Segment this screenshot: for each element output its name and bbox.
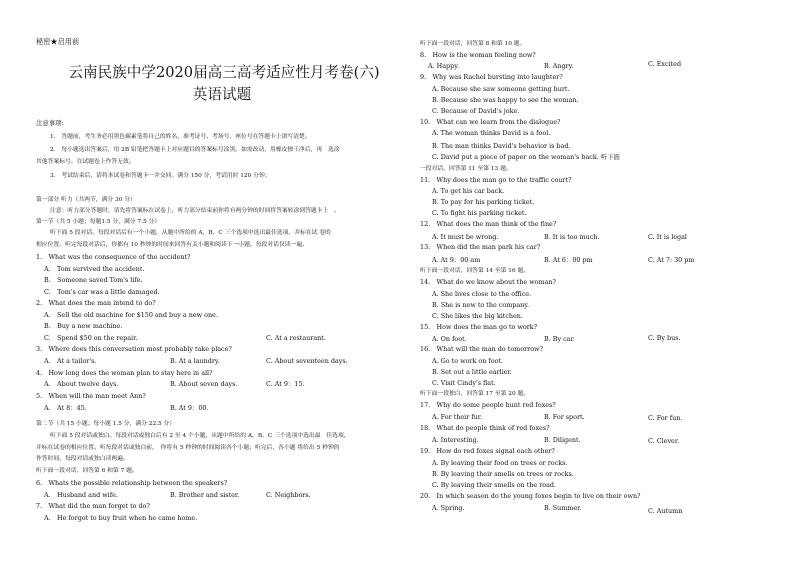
option: B. Diligent. <box>544 436 581 444</box>
question-12: 12. What does the man think of the fine? <box>420 220 557 228</box>
option: B. Set out a little earlier. <box>432 368 512 376</box>
option: B. To pay for his parking ticket. <box>432 198 535 206</box>
question-20: 20. In which season do the young foxes begin to live on their own? <box>420 492 641 500</box>
part-heading: 第一部分 听力（共两节，满分 30 分） <box>36 197 136 203</box>
option: A. Interesting. <box>432 436 479 444</box>
question-13: 13. When did the man park his car? <box>420 243 541 251</box>
passage-instruction: 听下面一段对话，回答第 6 和第 7 题。 <box>36 468 138 474</box>
option: A. Sell the old machine for $150 and buy a new one. <box>44 311 218 319</box>
note-item: 1. 答题前，考生务必用黑色碳素笔将自己的姓名、准考证号、考场号、座位号在答题卡上填写清楚。 <box>50 134 311 140</box>
option: B. Summer. <box>544 504 582 512</box>
option: C. Neighbors. <box>266 491 311 499</box>
option: C. About seventeen days. <box>266 357 348 365</box>
option: B. She is new to the company. <box>432 301 530 309</box>
passage-instruction: 听下面一段对话，回答第 14 至第 16 题。 <box>420 268 530 274</box>
option: B. By leaving their smells on trees or rocks. <box>432 470 574 478</box>
option: C. By leaving their smells on the road. <box>432 481 557 489</box>
option: B. At 9：00. <box>170 404 209 412</box>
option: C. She likes the big kitchen. <box>432 312 523 320</box>
option: B. Because she was happy to see the woman. <box>432 96 579 104</box>
option: A. She lives close to the office. <box>432 290 532 298</box>
option: A. For their fur. <box>432 413 483 421</box>
exam-title: 云南民族中学2020届高三高考适应性月考卷(六) <box>68 64 380 81</box>
option: C. David put a piece of paper on the woman's back. 听下面 <box>432 153 620 161</box>
option: B. The man thinks David's behavior is bad. <box>432 142 571 150</box>
note-item: 2. 每小题选出答案后，用 2B 铅笔把答题卡上对应题目的答案标号涂黑。如需改动，用橡皮擦干净后，再 选涂 <box>50 147 340 153</box>
option: B. Brother and sister. <box>170 491 240 499</box>
question-11: 11. Why does the man go to the traffic court? <box>420 176 572 184</box>
option: A. Because she saw someone getting hurt. <box>432 85 570 93</box>
question-7: 7. What did the man forget to do? <box>36 502 150 510</box>
option: A. Happy. <box>428 62 460 70</box>
option: C. At 9：15. <box>266 380 305 388</box>
passage-instruction: 听下面一段对话，回答第 8 和第 10 题。 <box>420 41 526 47</box>
option: B. For sport. <box>544 413 585 421</box>
question-10: 10. What can we learn from the dialogue? <box>420 118 561 126</box>
option: B. At a laundry. <box>170 357 220 365</box>
section-instructions: 相应位置。听完每段对话后，你都有 10 秒钟的时间来回答有关小题和阅读下一小题。每段对话仅读一遍。 <box>36 242 308 248</box>
option: C. To fight his parking ticket. <box>432 209 527 217</box>
question-15: 15. How does the man go to work? <box>420 323 538 331</box>
option: A. Go to work on foot. <box>432 357 504 365</box>
option: C. Spend $50 on the repair. <box>44 334 138 342</box>
option: B. It is too much. <box>544 233 600 241</box>
exam-subtitle: 英语试题 <box>192 86 252 103</box>
section-heading: 第一节（共 5 小题；每题1.5 分，满分 7.5 分） <box>36 219 161 225</box>
question-1: 1. What was the consequence of the accident? <box>36 253 191 261</box>
option: C. Clever. <box>648 437 680 445</box>
question-2: 2. What does the man intend to do? <box>36 299 156 307</box>
option: A. At 8：45. <box>44 404 87 412</box>
question-14: 14. What do we know about the woman? <box>420 278 556 286</box>
section-instructions: 听下面 5 段对话。每段对话后有一个小题，从题中所给的 A，B，C 三个选项中选出最佳选项，并标在试 卷的 <box>50 230 331 236</box>
option: C. It is legal <box>648 233 687 241</box>
question-8: 8. How is the woman feeling now? <box>420 51 536 59</box>
option: C. At a restaurant. <box>266 334 326 342</box>
note-item: 3. 考试结束后，请将本试卷和答题卡一并交回。满分 150 分，考试用时 120 分钟。 <box>50 173 271 179</box>
confidential-mark: 秘密★启用前 <box>36 37 80 46</box>
option: A. On foot. <box>432 335 467 343</box>
option: B. Angry. <box>544 62 574 70</box>
option: C. Visit Cindy's flat. <box>432 379 496 387</box>
option: B. Someone saved Tom's life. <box>44 276 143 284</box>
section-heading: 第二节（共 15 小题；每小题 1.5 分，满分 22.5 分） <box>36 421 176 427</box>
option: A. About twelve days. <box>44 380 119 388</box>
question-19: 19. How do red foxes signal each other? <box>420 447 555 455</box>
passage-instruction: 听下面一段独白，回答第 17 至第 20 题。 <box>420 391 530 397</box>
option: B. Buy a new machine. <box>44 322 123 330</box>
question-16: 16. What will the man do tomorrow? <box>420 345 543 353</box>
section-instructions: 听下面 5 段对话或独白。每段对话或独白后有 2 至 4 个小题，从题中所给的 A，B，C 三个选项中选出最 佳选项， <box>50 433 350 439</box>
question-18: 18. What do people think of red foxes? <box>420 424 550 432</box>
option: C. At 7: 30 pm <box>648 256 695 264</box>
note-item: 其他答案标号。在试题卷上作答无效。 <box>36 159 135 165</box>
option: B. At 6：00 pm <box>544 256 593 264</box>
option: B. About seven days. <box>170 380 238 388</box>
section-instructions: 并标在试卷的相应位置。听每段对话或独白前， 你将有 5 秒钟的时间阅读各个小题；听完后，各小题 将给出 5 秒钟的 <box>36 445 340 451</box>
option: C. For fun. <box>648 414 683 422</box>
option: A. At a tailor's. <box>44 357 97 365</box>
notes-heading: 注意事项: <box>36 119 64 127</box>
option: C. Because of David's joke. <box>432 107 520 115</box>
option: A. To get his car back. <box>432 187 505 195</box>
option: B. By car. <box>544 335 575 343</box>
option: A. Husband and wife. <box>44 491 118 499</box>
listening-note: 注意：听力部分答题时，请先将答案标在试卷上，听力部分结束前你将有两分钟的时间将答案转涂到答题卡上 。 <box>50 208 340 214</box>
option: A. Tom survived the accident. <box>44 265 145 273</box>
question-5: 5. When will the man meet Ann? <box>36 392 146 400</box>
option: A. He forgot to buy fruit when he came home. <box>44 514 198 522</box>
option: C. Excited <box>648 60 682 68</box>
question-17: 17. Why do some people hunt red foxes? <box>420 401 556 409</box>
option: A. By leaving their food on trees or rocks. <box>432 459 568 467</box>
option: C. By bus. <box>648 334 681 342</box>
option: A. It must be wrong. <box>432 233 499 241</box>
question-9: 9. Why was Rachel bursting into laughter? <box>420 73 563 81</box>
option: C. Tom's car was a little damaged. <box>44 288 160 296</box>
question-6: 6. Whats the possible relationship between the speakers? <box>36 479 228 487</box>
passage-instruction: 一段对话，回答第 11 至第 13 题。 <box>420 166 512 172</box>
option: A. Spring. <box>432 504 465 512</box>
section-instructions: 作答时间。每段对话或独白读两遍。 <box>36 456 129 462</box>
option: A. At 9：00 am <box>432 256 481 264</box>
option: A. The woman thinks David is a fool. <box>432 129 551 137</box>
option: C. Autumn <box>648 507 683 515</box>
question-3: 3. Where does this conversation most probably take place? <box>36 345 232 353</box>
question-4: 4. How long does the woman plan to stay here in all? <box>36 369 213 377</box>
